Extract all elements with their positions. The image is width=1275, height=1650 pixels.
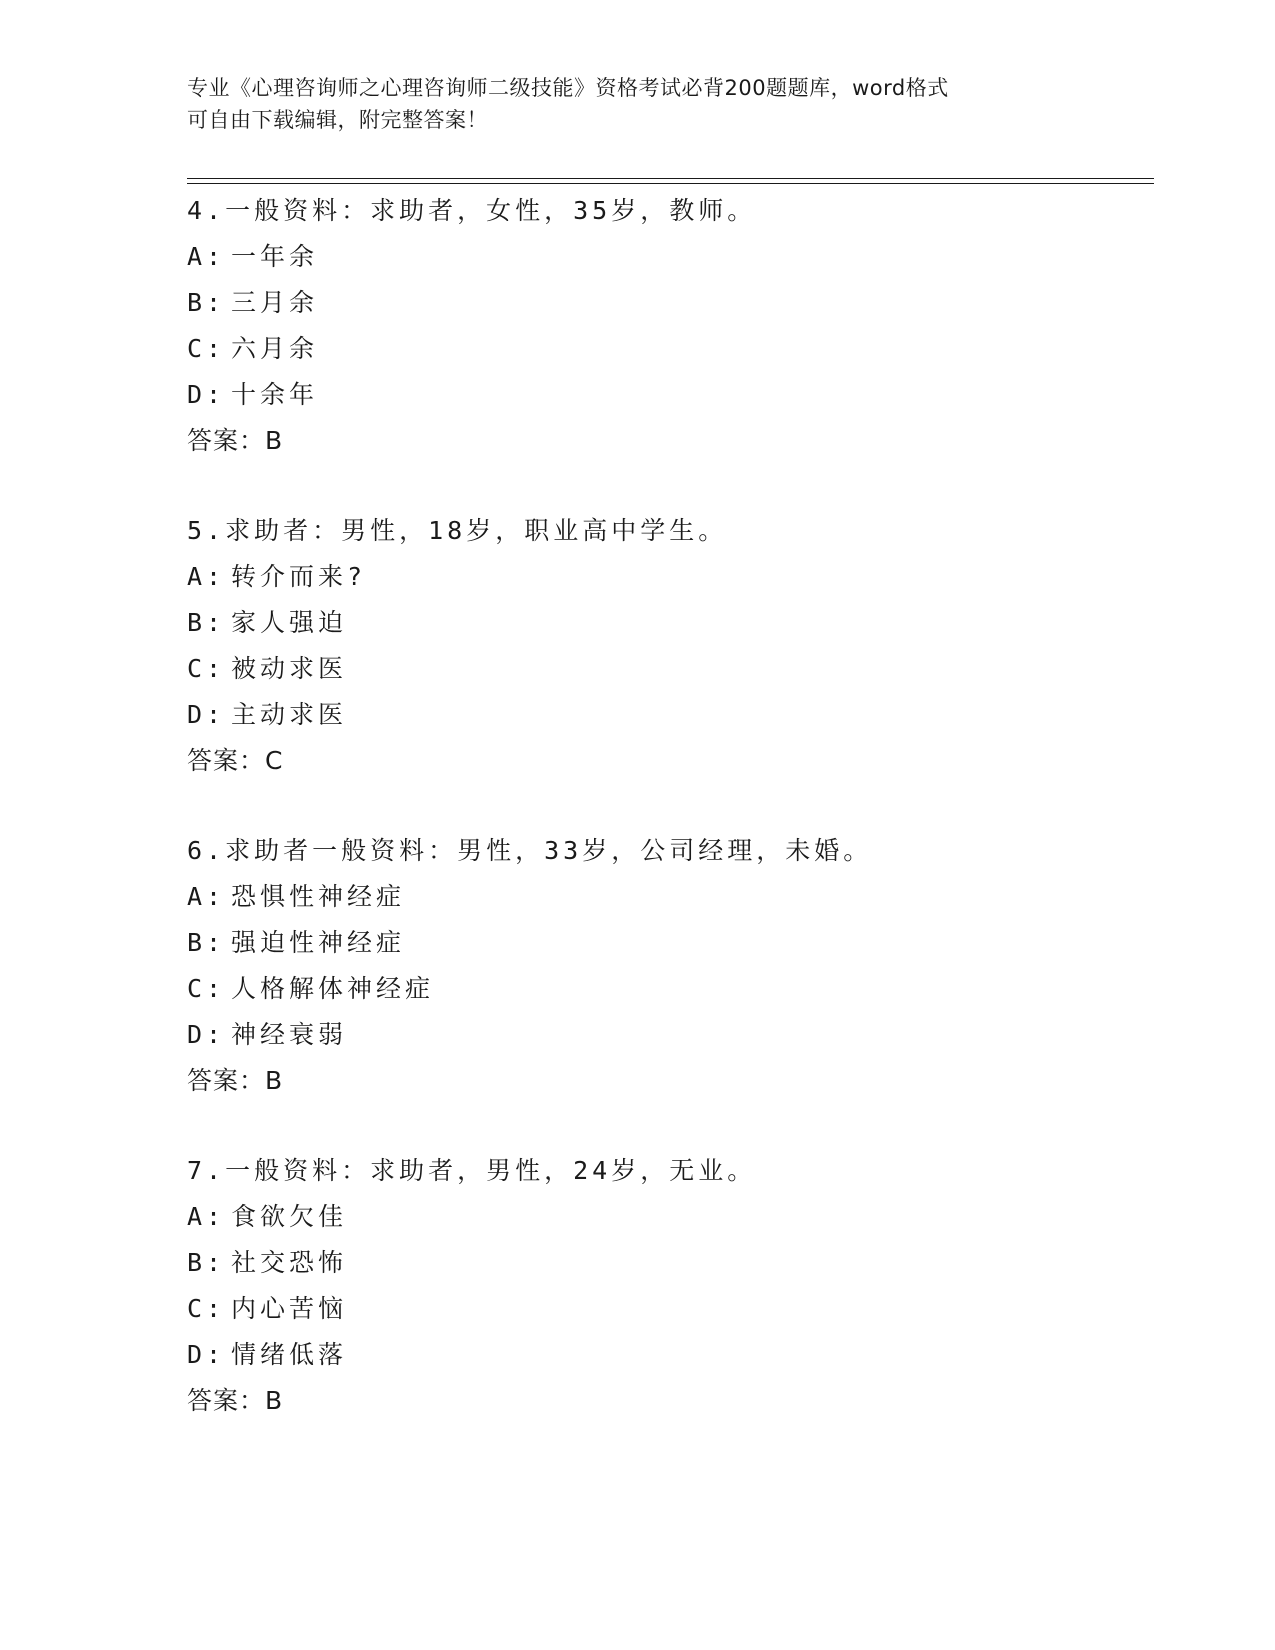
- option-key: D:: [187, 1340, 226, 1369]
- option-key: B:: [187, 928, 226, 957]
- option-key: D:: [187, 380, 226, 409]
- option-key: B:: [187, 1248, 226, 1277]
- option-text: 三月余: [231, 288, 319, 317]
- option-text: 情绪低落: [231, 1340, 348, 1369]
- question-stem: 7.一般资料：求助者，男性，24岁，无业。: [187, 1156, 757, 1185]
- question-item: [187, 828, 1147, 1104]
- question-item: [187, 508, 1147, 784]
- question-stem: 4.一般资料：求助者，女性，35岁，教师。: [187, 196, 757, 225]
- answer-line: 答案：C: [187, 746, 284, 775]
- option-a: [187, 554, 1147, 600]
- option-key: C:: [187, 654, 226, 683]
- option-b: [187, 280, 1147, 326]
- option-key: D:: [187, 700, 226, 729]
- answer-line: 答案：B: [187, 1386, 284, 1415]
- question-item: [187, 1148, 1147, 1424]
- option-d: [187, 1332, 1147, 1378]
- option-key: A:: [187, 882, 226, 911]
- option-text: 转介而来?: [231, 562, 367, 591]
- option-text: 人格解体神经症: [231, 974, 435, 1003]
- header-divider-top: [187, 178, 1154, 179]
- option-text: 家人强迫: [231, 608, 348, 637]
- question-item: [187, 188, 1147, 464]
- option-b: [187, 920, 1147, 966]
- header-divider-bottom: [187, 183, 1154, 184]
- option-key: A:: [187, 242, 226, 271]
- option-text: 被动求医: [231, 654, 348, 683]
- option-a: [187, 1194, 1147, 1240]
- question-list: [187, 188, 1147, 1424]
- option-key: A:: [187, 562, 226, 591]
- option-key: C:: [187, 974, 226, 1003]
- option-c: [187, 326, 1147, 372]
- option-text: 内心苦恼: [231, 1294, 348, 1323]
- header-line-1: 专业《心理咨询师之心理咨询师二级技能》资格考试必背200题题库，word格式: [187, 76, 949, 100]
- option-b: [187, 1240, 1147, 1286]
- option-a: [187, 874, 1147, 920]
- option-key: A:: [187, 1202, 226, 1231]
- option-text: 社交恐怖: [231, 1248, 348, 1277]
- option-key: B:: [187, 288, 226, 317]
- option-c: [187, 1286, 1147, 1332]
- question-stem: 6.求助者一般资料：男性，33岁，公司经理，未婚。: [187, 836, 873, 865]
- document-header: [187, 72, 1067, 136]
- option-a: [187, 234, 1147, 280]
- option-text: 十余年: [231, 380, 319, 409]
- option-text: 食欲欠佳: [231, 1202, 348, 1231]
- answer-line: 答案：B: [187, 426, 284, 455]
- option-text: 神经衰弱: [231, 1020, 348, 1049]
- option-d: [187, 1012, 1147, 1058]
- option-text: 恐惧性神经症: [231, 882, 406, 911]
- option-d: [187, 692, 1147, 738]
- option-text: 强迫性神经症: [231, 928, 406, 957]
- header-line-2: 可自由下载编辑，附完整答案！: [187, 108, 488, 132]
- answer-line: 答案：B: [187, 1066, 284, 1095]
- option-c: [187, 966, 1147, 1012]
- option-b: [187, 600, 1147, 646]
- option-text: 六月余: [231, 334, 319, 363]
- option-text: 主动求医: [231, 700, 348, 729]
- option-key: C:: [187, 334, 226, 363]
- question-stem: 5.求助者：男性，18岁，职业高中学生。: [187, 516, 728, 545]
- option-key: B:: [187, 608, 226, 637]
- option-key: D:: [187, 1020, 226, 1049]
- option-d: [187, 372, 1147, 418]
- option-c: [187, 646, 1147, 692]
- option-text: 一年余: [231, 242, 319, 271]
- option-key: C:: [187, 1294, 226, 1323]
